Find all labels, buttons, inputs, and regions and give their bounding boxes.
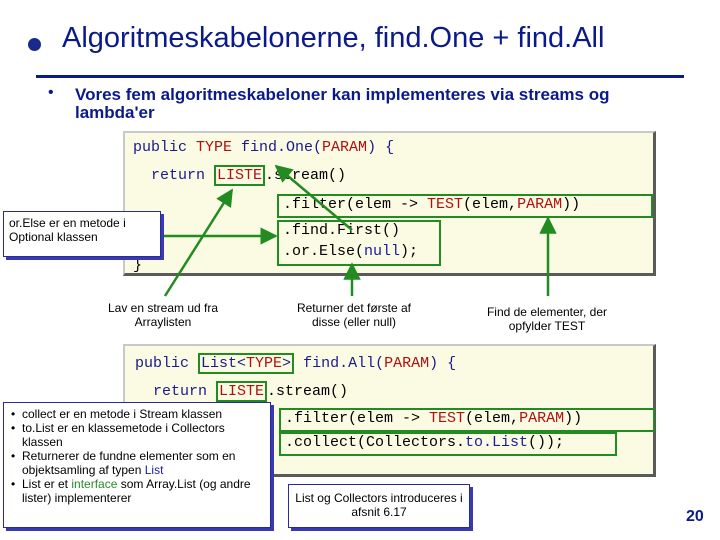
collect-bullet-2: • to.List er en klassemetode i Collectors klassen [22,421,264,449]
code1-line6: } [133,257,143,274]
collect-bullet-1: • collect er en metode i Stream klassen [22,407,264,421]
arrow-first-2 [276,166,352,230]
arrow-stream [165,190,232,296]
note-orelse: or.Else er en metode i Optional klassen [3,211,161,257]
intro-text: Vores fem algoritmeskabeloner kan implementeres via streams og lambda'er [75,85,610,122]
collect-bullet-4: • List er et interface som Array.List (og andre lister) implementerer [22,477,264,505]
note-first: Returner det første af disse (eller null) [296,301,412,329]
code1-line5: .or.Else(null); [283,243,419,260]
slide-title: Algoritmeskabelonerne, find.One + find.All [62,22,605,54]
code1-line2: return LISTE .stream() [133,167,347,184]
note-find: Find de elementer, der opfylder TEST [486,305,608,333]
note-stream: Lav en stream ud fra Arraylisten [107,301,219,329]
code2-line1: public List<TYPE> find.All(PARAM) { [135,355,457,372]
code2-line2: return LISTE .stream() [135,383,349,400]
code1-line3: .filter(elem -> TEST(elem,PARAM)) [283,196,581,213]
code2-line3: .filter(elem -> TEST(elem,PARAM)) [285,410,583,427]
code2-line4: .collect(Collectors.to.List()); [285,434,565,451]
note-list-collectors: List og Collectors introduceres i afsnit 6.17 [288,484,470,528]
collect-bullet-3: • Returnerer de fundne elementer som en objektsamling af typen List [22,449,264,477]
note-collect [3,402,271,528]
page-number: 20 [686,508,704,525]
code1-line1: public TYPE find.One(PARAM) { [133,139,395,156]
code1-line4: .find.First() [283,222,401,239]
intro-bullet: • [48,84,54,101]
